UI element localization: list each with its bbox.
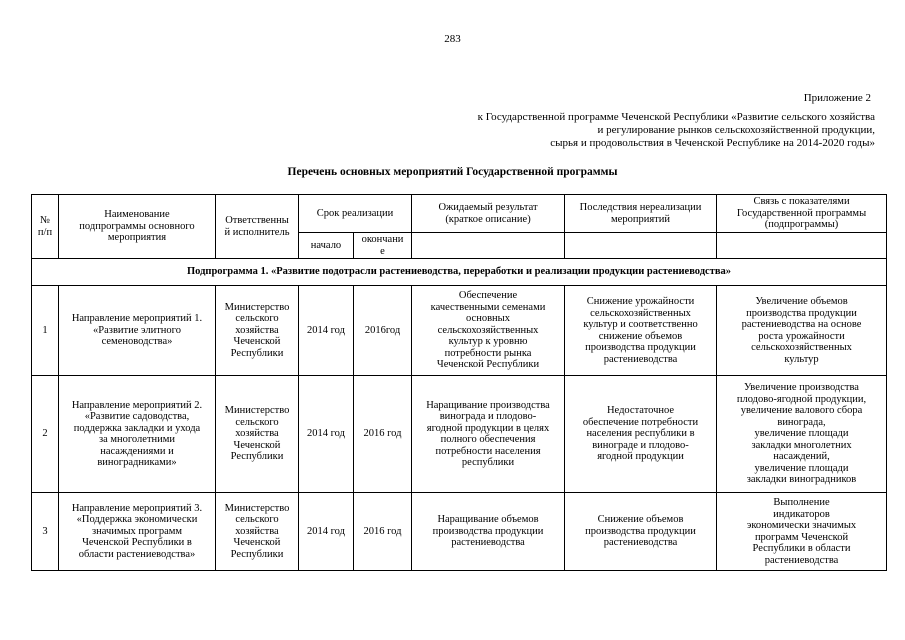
row-start: 2014 год xyxy=(299,376,354,493)
appendix-line: сырья и продовольствия в Чеченской Республике на 2014-2020 годы» xyxy=(550,137,875,149)
header-period: Срок реализации xyxy=(299,195,412,233)
row-consequences: Снижение объемов производства продукции растениеводства xyxy=(565,493,717,571)
row-executor: Министерство сельского хозяйства Чеченской Республики xyxy=(216,286,299,376)
appendix-line: к Государственной программе Чеченской Республики «Развитие сельского хозяйства xyxy=(477,111,875,123)
row-executor: Министерство сельского хозяйства Чеченской Республики xyxy=(216,376,299,493)
table-header-row xyxy=(32,195,887,233)
header-empty xyxy=(412,233,565,259)
row-name: Направление мероприятий 3. «Поддержка экономически значимых программ Чеченской Республики в области растениеводства» xyxy=(59,493,216,571)
header-empty xyxy=(565,233,717,259)
row-name: Направление мероприятий 1. «Развитие элитного семеноводства» xyxy=(59,286,216,376)
row-start: 2014 год xyxy=(299,286,354,376)
appendix-line: и регулирование рынков сельскохозяйственной продукции, xyxy=(597,124,875,136)
row-result: Наращивание производства винограда и плодово- ягодной продукции в целях полного обеспечения потребности населения республики xyxy=(412,376,565,493)
header-name: Наименование подпрограммы основного мероприятия xyxy=(59,195,216,259)
row-link: Увеличение объемов производства продукции растениеводства на основе роста урожайности сельскохозяйственных культур xyxy=(717,286,887,376)
row-consequences: Недостаточное обеспечение потребности населения республики в винограде и плодово- ягодной продукции xyxy=(565,376,717,493)
document-title: Перечень основных мероприятий Государственной программы xyxy=(287,166,618,178)
header-empty xyxy=(717,233,887,259)
subprogram-title: Подпрограмма 1. «Развитие подотрасли растениеводства, переработки и реализации продукции растениеводства» xyxy=(32,259,887,286)
header-result: Ожидаемый результат (краткое описание) xyxy=(412,195,565,233)
row-end: 2016 год xyxy=(354,376,412,493)
row-name: Направление мероприятий 2. «Развитие садоводства, поддержка закладки и ухода за многолетними насаждениями и виноградниками» xyxy=(59,376,216,493)
appendix-label: Приложение 2 xyxy=(803,92,871,104)
header-consequences: Последствия нереализации мероприятий xyxy=(565,195,717,233)
row-executor: Министерство сельского хозяйства Чеченской Республики xyxy=(216,493,299,571)
row-result: Наращивание объемов производства продукции растениеводства xyxy=(412,493,565,571)
row-result: Обеспечение качественными семенами основных сельскохозяйственных культур к уровню потребности рынка Чеченской Республики xyxy=(412,286,565,376)
header-executor: Ответственны й исполнитель xyxy=(216,195,299,259)
header-num: № п/п xyxy=(32,195,59,259)
row-end: 2016год xyxy=(354,286,412,376)
header-end: окончани е xyxy=(354,233,412,259)
row-link: Выполнение индикаторов экономически значимых программ Чеченской Республики в области растениеводства xyxy=(717,493,887,571)
page-number: 283 xyxy=(444,33,461,45)
appendix-header xyxy=(355,92,875,150)
row-end: 2016 год xyxy=(354,493,412,571)
row-num: 1 xyxy=(32,286,59,376)
header-start: начало xyxy=(299,233,354,259)
row-num: 3 xyxy=(32,493,59,571)
table-row xyxy=(32,376,887,493)
subprogram-row xyxy=(32,259,887,286)
header-link: Связь с показателями Государственной программы (подпрограммы) xyxy=(717,195,887,233)
row-link: Увеличение производства плодово-ягодной продукции, увеличение валового сбора винограда, увеличение площади закладки многолетних насаждений, увеличение площади закладки виноградников xyxy=(717,376,887,493)
row-start: 2014 год xyxy=(299,493,354,571)
table-row xyxy=(32,493,887,571)
measures-table xyxy=(31,194,887,571)
row-num: 2 xyxy=(32,376,59,493)
table-row xyxy=(32,286,887,376)
row-consequences: Снижение урожайности сельскохозяйственных культур и соответственно снижение объемов производства продукции растениеводства xyxy=(565,286,717,376)
